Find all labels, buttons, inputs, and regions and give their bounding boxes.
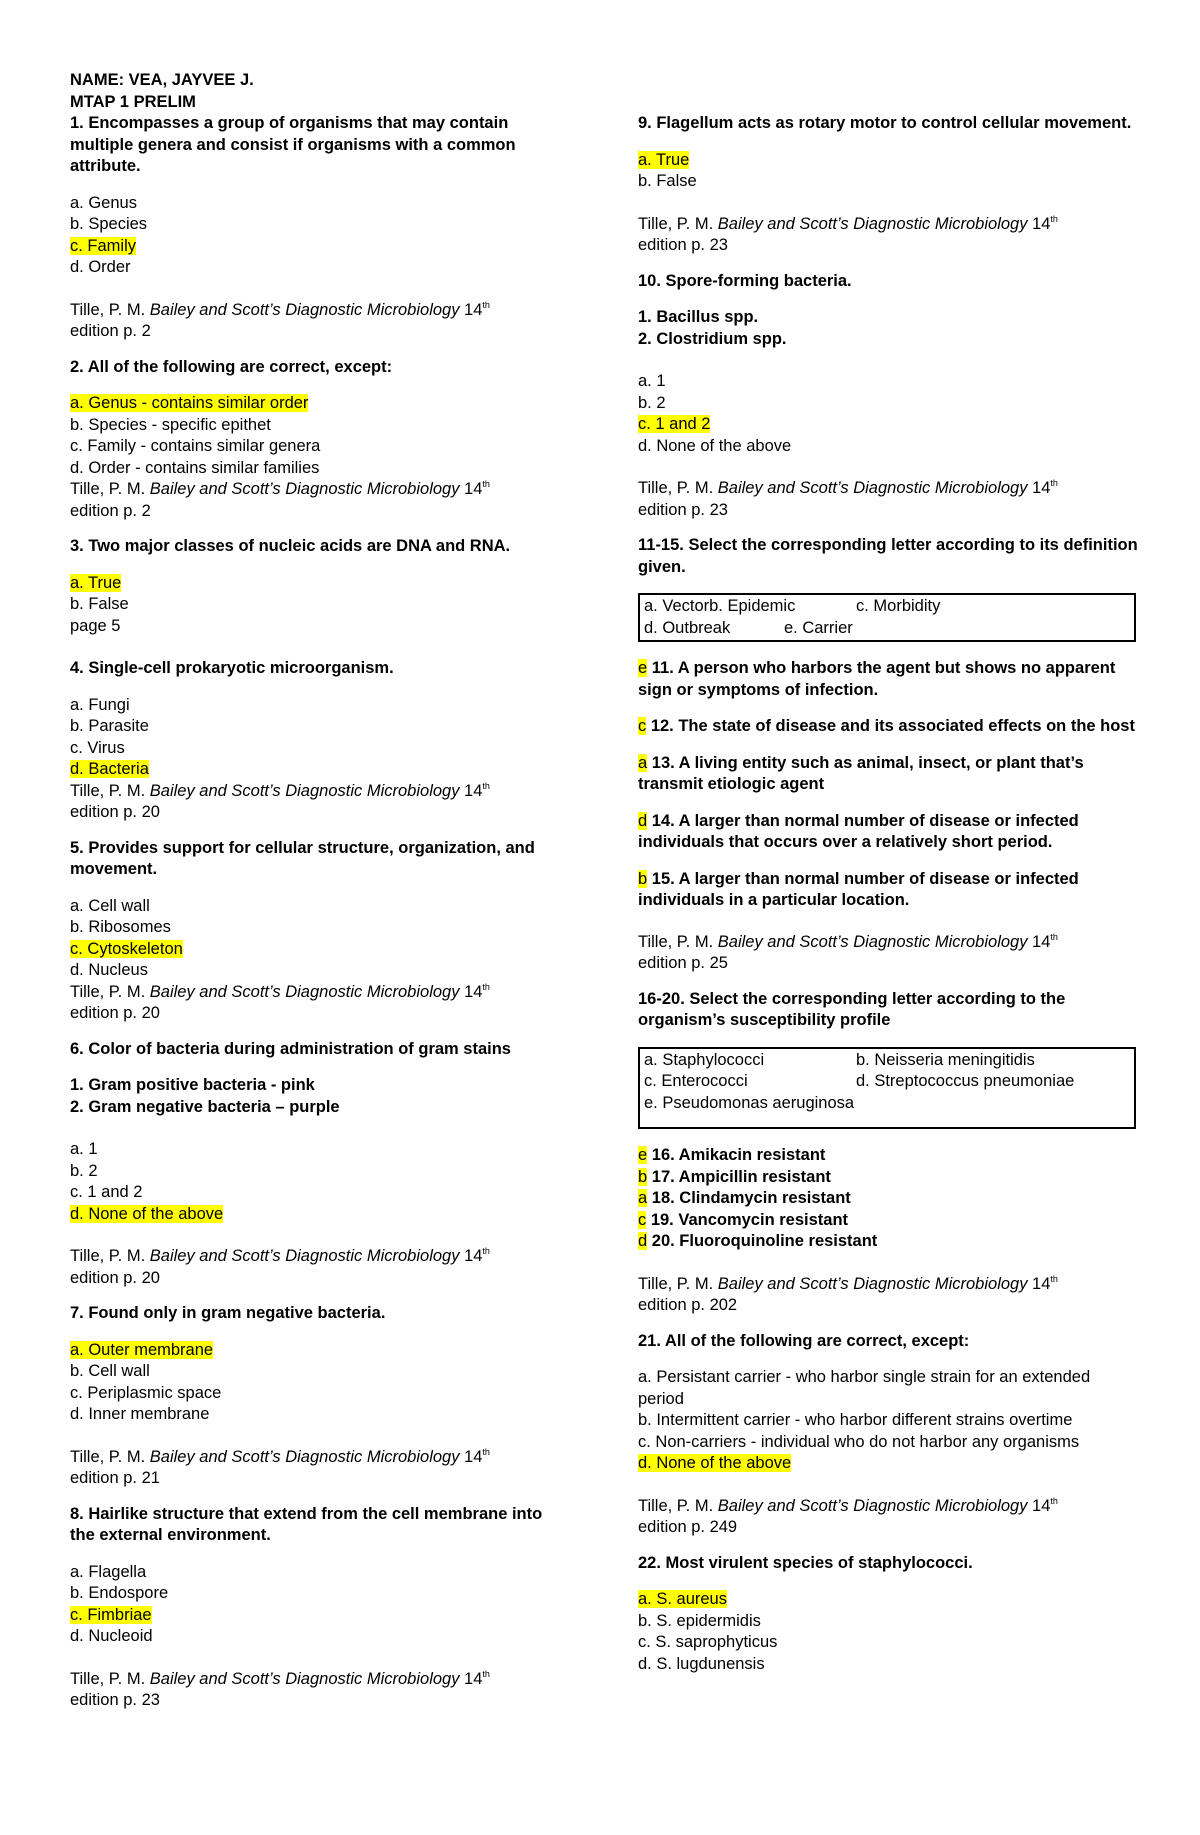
option-d: d. Order bbox=[70, 258, 131, 276]
question-text: 3. Two major classes of nucleic acids are DNA and RNA. bbox=[70, 537, 511, 555]
question-22 bbox=[638, 1553, 1138, 1676]
choice-a: a. Staphylococci bbox=[644, 1050, 765, 1069]
choice-e: e. Carrier bbox=[784, 618, 853, 637]
answer-letter: b bbox=[638, 869, 648, 888]
question-9 bbox=[638, 113, 1138, 257]
option-c-answer: c. Family bbox=[70, 236, 136, 255]
item-11: e 11. A person who harbors the agent but shows no apparent sign or symptoms of infection. bbox=[638, 659, 1116, 699]
question-11-15 bbox=[638, 535, 1138, 975]
question-text: 16-20. Select the corresponding letter according to the organism’s susceptibility profile bbox=[638, 989, 1066, 1029]
reference: Tille, P. M. Bailey and Scott’s Diagnostic Microbiology 14th edition p. 2 bbox=[70, 479, 490, 520]
statements bbox=[70, 1075, 560, 1118]
choice-c: c. Morbidity bbox=[856, 597, 941, 615]
choice-d: d. Streptococcus pneumoniae bbox=[856, 1072, 1075, 1090]
question-text: 7. Found only in gram negative bacteria. bbox=[70, 1304, 386, 1322]
item-14: d 14. A larger than normal number of disease or infected individuals that occurs over a relatively short period. bbox=[638, 811, 1079, 851]
reference: Tille, P. M. Bailey and Scott’s Diagnostic Microbiology 14th edition p. 21 bbox=[70, 1446, 490, 1487]
answer-letter: a bbox=[638, 753, 648, 772]
left-column bbox=[70, 70, 560, 1726]
choices-box bbox=[638, 593, 1136, 642]
statement-2: 2. Clostridium spp. bbox=[638, 329, 787, 348]
option-b: b. Ribosomes bbox=[70, 918, 171, 936]
question-8 bbox=[70, 1504, 560, 1712]
option-a-answer: a. True bbox=[70, 573, 122, 592]
option-a-answer: a. Outer membrane bbox=[70, 1340, 214, 1359]
question-text: 10. Spore-forming bacteria. bbox=[638, 271, 852, 290]
option-d: d. Order - contains similar families bbox=[70, 458, 320, 477]
option-c: c. 1 and 2 bbox=[70, 1183, 143, 1201]
choice-e: e. Pseudomonas aeruginosa bbox=[644, 1093, 855, 1112]
option-d: d. None of the above bbox=[638, 436, 792, 455]
statement-1: 1. Bacillus spp. bbox=[638, 308, 759, 326]
option-c-answer: c. Cytoskeleton bbox=[70, 939, 183, 958]
option-c: c. Family - contains similar genera bbox=[70, 437, 321, 455]
choice-b: b. Neisseria meningitidis bbox=[856, 1050, 1035, 1069]
question-text: 9. Flagellum acts as rotary motor to control cellular movement. bbox=[638, 114, 1132, 132]
option-b: b. Parasite bbox=[70, 717, 149, 735]
page-note: page 5 bbox=[70, 616, 121, 635]
question-text: 2. All of the following are correct, except: bbox=[70, 357, 393, 376]
option-b: b. 2 bbox=[70, 1161, 98, 1180]
option-d-answer: d. None of the above bbox=[638, 1454, 792, 1472]
option-d-answer: d. None of the above bbox=[70, 1204, 224, 1223]
question-text: 5. Provides support for cellular structure, organization, and movement. bbox=[70, 838, 535, 878]
question-text: 1. Encompasses a group of organisms that may contain multiple genera and consist if organisms with a common attribute. bbox=[70, 114, 516, 175]
option-a-answer: a. Genus - contains similar order bbox=[70, 394, 309, 412]
question-text: 11-15. Select the corresponding letter according to its definition given. bbox=[638, 536, 1138, 576]
answer-letter: e bbox=[638, 1146, 648, 1164]
question-21 bbox=[638, 1331, 1138, 1539]
item-12: c 12. The state of disease and its associated effects on the host bbox=[638, 717, 1135, 735]
reference: Tille, P. M. Bailey and Scott’s Diagnostic Microbiology 14th edition p. 25 bbox=[638, 931, 1058, 972]
question-text: 4. Single-cell prokaryotic microorganism. bbox=[70, 659, 394, 677]
choice-c: c. Enterococci bbox=[644, 1072, 748, 1090]
question-10 bbox=[638, 271, 1138, 522]
option-b: b. Cell wall bbox=[70, 1362, 150, 1380]
question-2 bbox=[70, 357, 560, 523]
option-c: c. S. saprophyticus bbox=[638, 1633, 778, 1651]
option-c: c. Non-carriers - individual who do not harbor any organisms bbox=[638, 1432, 1080, 1451]
option-c: c. Virus bbox=[70, 738, 125, 757]
option-d-answer: d. Bacteria bbox=[70, 760, 149, 778]
statement-2: 2. Gram negative bacteria – purple bbox=[70, 1097, 340, 1116]
question-3 bbox=[70, 536, 560, 637]
item-16: e 16. Amikacin resistant bbox=[638, 1146, 826, 1164]
question-7 bbox=[70, 1303, 560, 1490]
option-a: a. Flagella bbox=[70, 1562, 147, 1581]
option-b: b. 2 bbox=[638, 393, 666, 412]
reference: Tille, P. M. Bailey and Scott’s Diagnostic Microbiology 14th edition p. 20 bbox=[70, 1246, 490, 1287]
reference: Tille, P. M. Bailey and Scott’s Diagnostic Microbiology 14th edition p. 23 bbox=[638, 478, 1058, 519]
option-b: b. Intermittent carrier - who harbor different strains overtime bbox=[638, 1411, 1073, 1429]
choice-a-b: a. Vectorb. Epidemic bbox=[644, 597, 796, 615]
option-c-answer: c. Fimbriae bbox=[70, 1605, 152, 1624]
reference: Tille, P. M. Bailey and Scott’s Diagnostic Microbiology 14th edition p. 23 bbox=[70, 1668, 490, 1709]
question-1 bbox=[70, 113, 560, 343]
item-20: d 20. Fluoroquinoline resistant bbox=[638, 1232, 878, 1250]
option-c: c. Periplasmic space bbox=[70, 1383, 222, 1402]
choice-d: d. Outbreak bbox=[644, 618, 731, 637]
question-16-20 bbox=[638, 989, 1138, 1317]
choices-box bbox=[638, 1047, 1136, 1130]
item-19: c 19. Vancomycin resistant bbox=[638, 1210, 849, 1229]
question-4 bbox=[70, 658, 560, 824]
answer-letter: c bbox=[638, 1210, 647, 1229]
option-d: d. Nucleus bbox=[70, 961, 148, 979]
option-a: a. 1 bbox=[638, 372, 666, 390]
answer-letter: e bbox=[638, 659, 648, 677]
question-text: 22. Most virulent species of staphylococci. bbox=[638, 1553, 973, 1572]
statement-1: 1. Gram positive bacteria - pink bbox=[70, 1076, 315, 1094]
question-text: 21. All of the following are correct, except: bbox=[638, 1331, 970, 1350]
answer-letter: a bbox=[638, 1189, 648, 1207]
option-a: a. 1 bbox=[70, 1140, 98, 1158]
option-b: b. False bbox=[638, 172, 697, 190]
option-a: a. Cell wall bbox=[70, 896, 150, 915]
reference: Tille, P. M. Bailey and Scott’s Diagnostic Microbiology 14th edition p. 249 bbox=[638, 1495, 1058, 1536]
reference: Tille, P. M. Bailey and Scott’s Diagnostic Microbiology 14th edition p. 23 bbox=[638, 213, 1058, 254]
option-b: b. False bbox=[70, 595, 129, 613]
reference: Tille, P. M. Bailey and Scott’s Diagnostic Microbiology 14th edition p. 202 bbox=[638, 1273, 1058, 1314]
question-5 bbox=[70, 838, 560, 1025]
answer-letter: d bbox=[638, 1232, 648, 1250]
option-b: b. Species - specific epithet bbox=[70, 415, 271, 434]
student-name: NAME: VEA, JAYVEE J. bbox=[70, 71, 254, 89]
item-15: b 15. A larger than normal number of disease or infected individuals in a particular location. bbox=[638, 869, 1079, 909]
option-d: d. Inner membrane bbox=[70, 1405, 210, 1423]
answer-letter: c bbox=[638, 717, 647, 735]
option-b: b. S. epidermidis bbox=[638, 1611, 761, 1630]
option-a: a. Genus bbox=[70, 193, 137, 212]
item-13: a 13. A living entity such as animal, insect, or plant that’s transmit etiologic agent bbox=[638, 753, 1084, 793]
option-d: d. Nucleoid bbox=[70, 1627, 153, 1645]
reference: Tille, P. M. Bailey and Scott’s Diagnostic Microbiology 14th edition p. 20 bbox=[70, 780, 490, 821]
option-c-answer: c. 1 and 2 bbox=[638, 415, 711, 433]
question-text: 6. Color of bacteria during administration of gram stains bbox=[70, 1039, 511, 1058]
option-a: a. Fungi bbox=[70, 695, 130, 714]
question-6 bbox=[70, 1039, 560, 1290]
option-a-answer: a. S. aureus bbox=[638, 1590, 727, 1608]
reference: Tille, P. M. Bailey and Scott’s Diagnostic Microbiology 14th edition p. 2 bbox=[70, 299, 490, 340]
option-b: b. Endospore bbox=[70, 1584, 169, 1602]
reference: Tille, P. M. Bailey and Scott’s Diagnostic Microbiology 14th edition p. 20 bbox=[70, 981, 490, 1022]
right-column bbox=[638, 113, 1138, 1689]
answer-letter: b bbox=[638, 1167, 648, 1186]
option-a: a. Persistant carrier - who harbor single strain for an extended period bbox=[638, 1368, 1091, 1408]
exam-title: MTAP 1 PRELIM bbox=[70, 92, 196, 111]
answer-letter: d bbox=[638, 811, 648, 830]
statements bbox=[638, 307, 1138, 350]
option-a-answer: a. True bbox=[638, 150, 690, 169]
question-text: 8. Hairlike structure that extend from the cell membrane into the external environment. bbox=[70, 1504, 543, 1544]
option-b: b. Species bbox=[70, 215, 148, 233]
item-18: a 18. Clindamycin resistant bbox=[638, 1189, 851, 1207]
option-d: d. S. lugdunensis bbox=[638, 1654, 765, 1673]
item-17: b 17. Ampicillin resistant bbox=[638, 1167, 831, 1186]
